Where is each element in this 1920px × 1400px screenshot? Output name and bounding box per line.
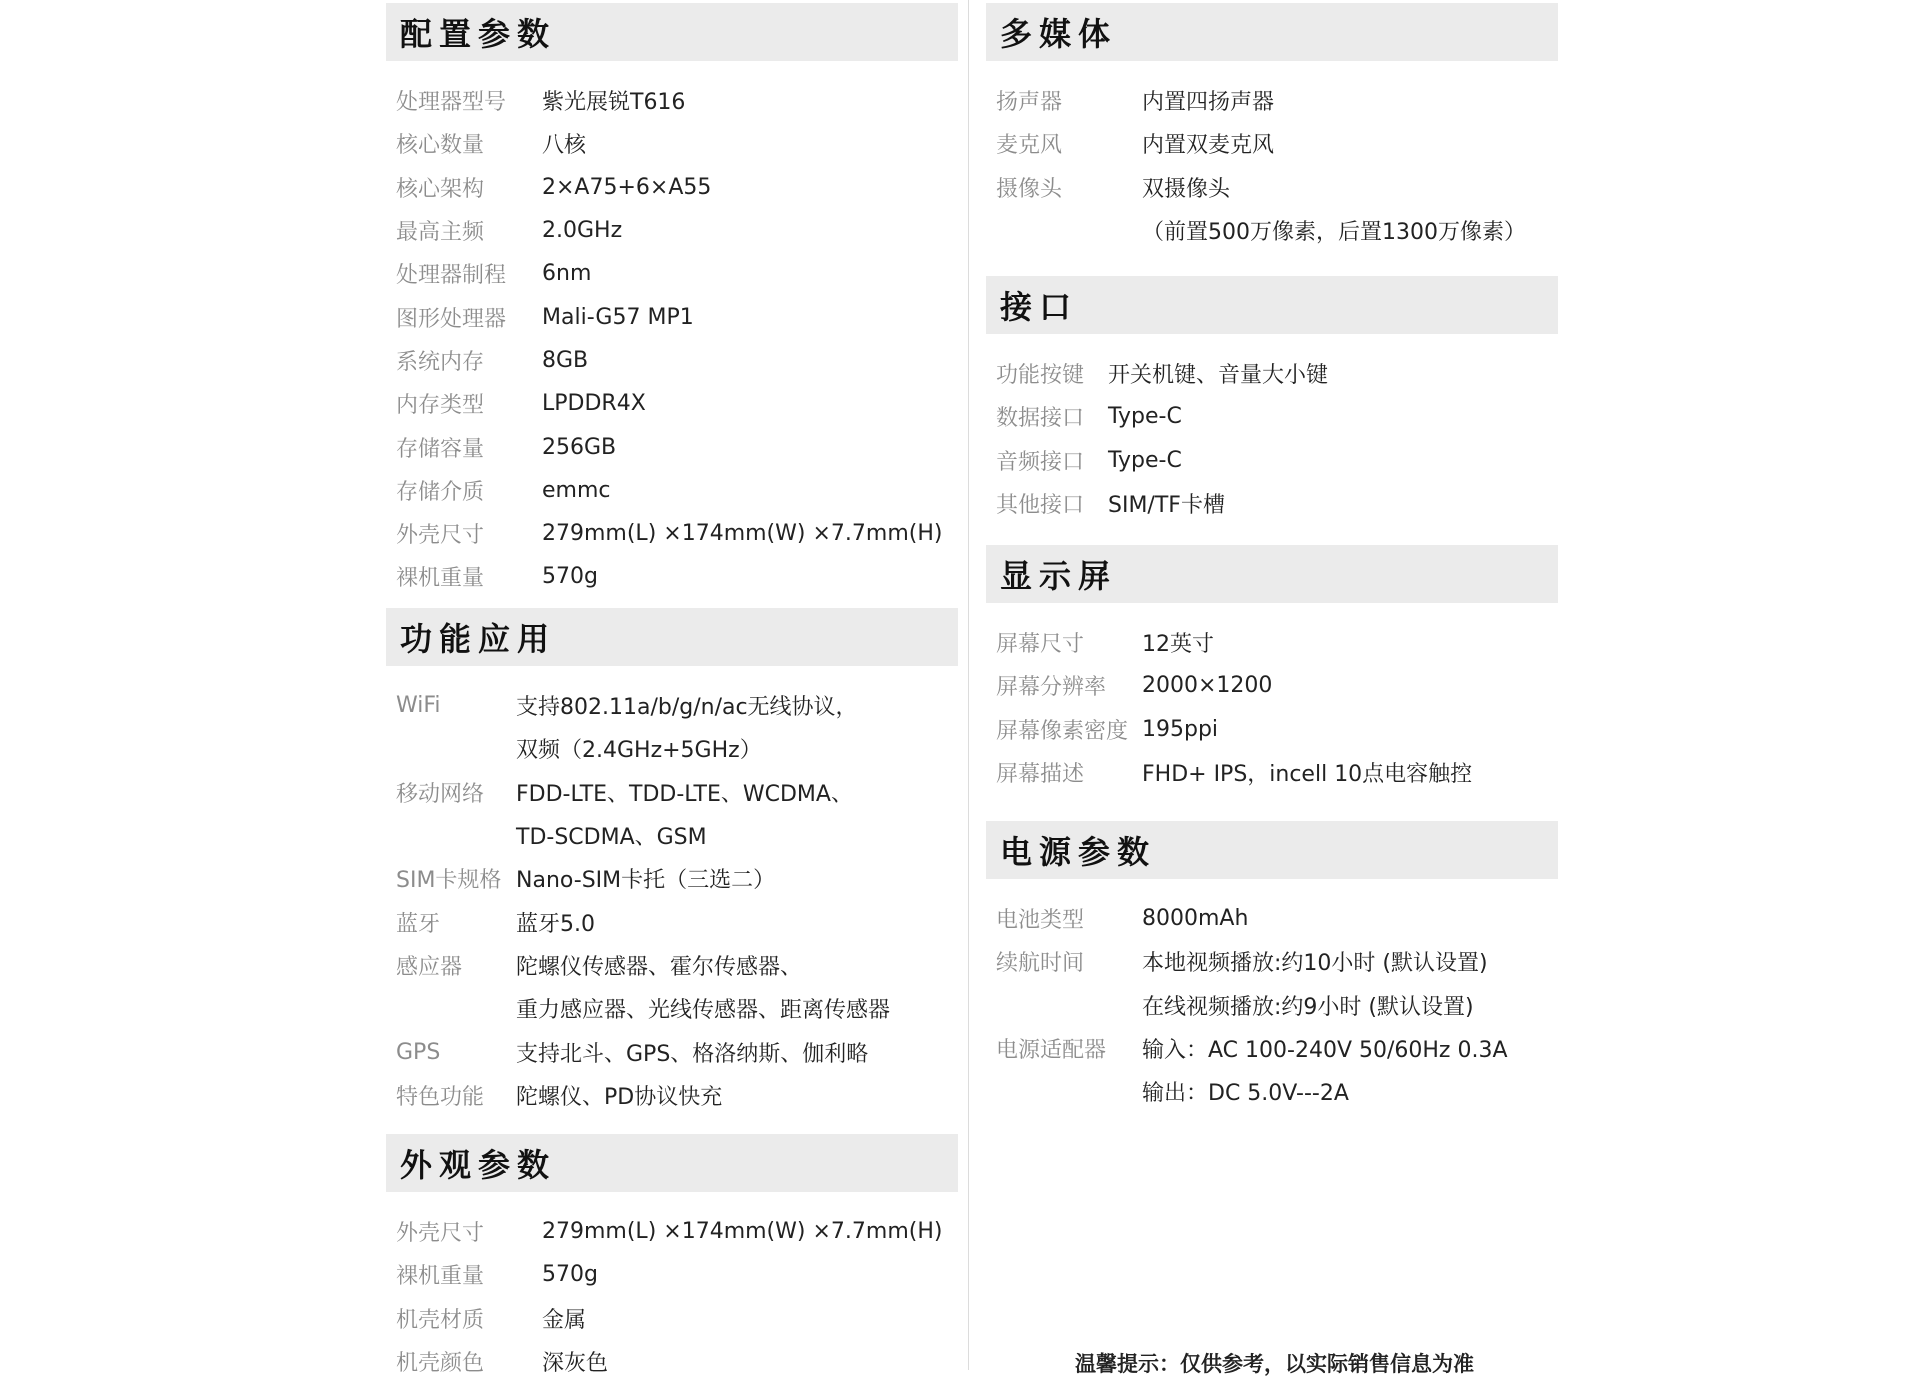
spec-rows [986,79,1558,252]
spec-row [986,751,1558,794]
section-header [986,545,1558,603]
spec-label: 特色功能 [396,1084,485,1110]
spec-value: 金属 [542,1307,587,1333]
spec-value: Type-C [1108,404,1182,430]
spec-value: 8GB [542,347,589,373]
section-title: 电源参数 [1000,833,1157,871]
section-header [986,3,1558,61]
spec-row [386,1074,958,1117]
spec-value: 内置双麦克风 [1142,133,1275,159]
spec-row [386,555,958,598]
spec-row [386,166,958,209]
section-config [386,3,958,599]
spec-value: 内置四扬声器 [1142,90,1275,116]
spec-row [986,395,1558,438]
spec-value: 195ppi [1142,716,1219,742]
spec-row [986,122,1558,165]
spec-label: 屏幕像素密度 [996,718,1129,744]
spec-row [986,482,1558,525]
section-title: 多媒体 [1000,15,1118,53]
spec-row [386,944,958,987]
spec-value: 支持北斗、GPS、格洛纳斯、伽利略 [516,1041,869,1067]
spec-label: 裸机重量 [396,566,485,592]
spec-row [986,984,1558,1027]
spec-label: 处理器制程 [396,263,507,289]
spec-row [386,425,958,468]
spec-row [986,708,1558,751]
spec-row [386,209,958,252]
spec-rows [986,352,1558,525]
spec-row [386,684,958,727]
spec-value: 输入：AC 100-240V 50/60Hz 0.3A [1142,1038,1508,1064]
spec-row [386,814,958,857]
spec-value: 支持802.11a/b/g/n/ac无线协议， [516,695,858,721]
section-interfaces [986,276,1558,525]
spec-row [986,1070,1558,1113]
spec-value: 6nm [542,261,592,287]
spec-label: WiFi [396,693,441,719]
spec-row [986,79,1558,122]
spec-row [386,295,958,338]
spec-row [386,122,958,165]
spec-label: 感应器 [396,954,463,980]
spec-label: 外壳尺寸 [396,1221,485,1247]
spec-row [386,727,958,770]
spec-row [386,771,958,814]
spec-row [986,439,1558,482]
section-header [986,276,1558,334]
spec-row [386,900,958,943]
spec-label: 屏幕分辨率 [996,675,1107,701]
spec-label: 图形处理器 [396,306,507,332]
section-header [386,3,958,61]
spec-row [386,1210,958,1253]
spec-row [386,382,958,425]
spec-row [986,166,1558,209]
spec-value: 开关机键、音量大小键 [1108,363,1329,389]
spec-value: 2000×1200 [1142,673,1273,699]
section-title: 配置参数 [400,15,557,53]
spec-label: 麦克风 [996,133,1063,159]
spec-row [386,1030,958,1073]
spec-row [386,469,958,512]
spec-value: emmc [542,477,611,503]
spec-row [986,1027,1558,1070]
spec-label: 蓝牙 [396,911,441,937]
spec-label: 核心架构 [396,176,485,202]
spec-label: 功能按键 [996,363,1085,389]
spec-row [986,897,1558,940]
spec-value: 2×A75+6×A55 [542,174,712,200]
spec-value: 紫光展锐T616 [542,90,686,116]
spec-value: 深灰色 [542,1351,609,1377]
section-title: 接口 [1000,288,1079,326]
spec-row [986,352,1558,395]
spec-value: 八核 [542,133,587,159]
spec-value: 陀螺仪传感器、霍尔传感器、 [516,954,803,980]
section-title: 显示屏 [1000,557,1118,595]
spec-row [386,79,958,122]
spec-row [386,1340,958,1383]
spec-value: 256GB [542,434,617,460]
spec-label: 最高主频 [396,220,485,246]
spec-rows [386,79,958,599]
spec-label: 摄像头 [996,176,1063,202]
spec-label: 续航时间 [996,951,1085,977]
spec-row [386,1253,958,1296]
column-divider [968,0,969,1370]
spec-value: 输出：DC 5.0V---2A [1142,1081,1349,1107]
spec-value: 双频（2.4GHz+5GHz） [516,738,762,764]
spec-label: 存储容量 [396,436,485,462]
spec-value: 2.0GHz [542,218,623,244]
spec-value: 陀螺仪、PD协议快充 [516,1084,723,1110]
section-features [386,608,958,1117]
footer-note: 温馨提示：仅供参考，以实际销售信息为准 [1075,1352,1474,1376]
spec-row [386,339,958,382]
spec-label: 机壳颜色 [396,1351,485,1377]
spec-value: 279mm(L) ×174mm(W) ×7.7mm(H) [542,521,943,547]
spec-value: 570g [542,564,598,590]
spec-label: 屏幕尺寸 [996,632,1085,658]
section-title: 功能应用 [400,620,557,658]
spec-value: SIM/TF卡槽 [1108,493,1225,519]
spec-row [386,1297,958,1340]
spec-label: 存储介质 [396,479,485,505]
spec-label: 扬声器 [996,90,1063,116]
spec-value: 在线视频播放:约9小时 (默认设置) [1142,994,1474,1020]
spec-row [386,512,958,555]
spec-rows [986,897,1558,1113]
spec-label: 处理器型号 [396,90,507,116]
section-header [986,821,1558,879]
spec-value: 重力感应器、光线传感器、距离传感器 [516,998,891,1024]
spec-label: 音频接口 [996,449,1085,475]
section-power [986,821,1558,1113]
spec-label: 系统内存 [396,349,485,375]
spec-value: Mali-G57 MP1 [542,304,694,330]
spec-label: 屏幕描述 [996,762,1085,788]
spec-label: 内存类型 [396,393,485,419]
spec-value: 570g [542,1262,598,1288]
spec-value: 本地视频播放:约10小时 (默认设置) [1142,951,1488,977]
spec-value: FDD-LTE、TDD-LTE、WCDMA、 [516,781,853,807]
section-appearance [386,1134,958,1383]
spec-row [386,987,958,1030]
spec-label: 机壳材质 [396,1307,485,1333]
section-header [386,608,958,666]
spec-row [386,857,958,900]
section-title: 外观参数 [400,1146,557,1184]
spec-value: Type-C [1108,447,1182,473]
spec-value: LPDDR4X [542,391,646,417]
spec-label: 其他接口 [996,493,1085,519]
spec-label: SIM卡规格 [396,868,502,894]
spec-label: 电源适配器 [996,1038,1107,1064]
spec-value: 蓝牙5.0 [516,911,595,937]
spec-rows [986,621,1558,794]
spec-row [986,209,1558,252]
spec-value: Nano-SIM卡托（三选二） [516,868,776,894]
spec-value: 双摄像头 [1142,176,1231,202]
spec-value: TD-SCDMA、GSM [516,825,707,851]
spec-value: FHD+ IPS，incell 10点电容触控 [1142,762,1473,788]
spec-label: 数据接口 [996,406,1085,432]
spec-label: 移动网络 [396,781,485,807]
spec-value: 279mm(L) ×174mm(W) ×7.7mm(H) [542,1219,943,1245]
spec-rows [386,1210,958,1383]
spec-label: 外壳尺寸 [396,523,485,549]
spec-label: 裸机重量 [396,1264,485,1290]
section-display [986,545,1558,794]
spec-rows [386,684,958,1117]
spec-row [986,940,1558,983]
section-header [386,1134,958,1192]
spec-label: 核心数量 [396,133,485,159]
spec-row [986,621,1558,664]
spec-value: 8000mAh [1142,906,1249,932]
section-multimedia [986,3,1558,252]
spec-row [386,252,958,295]
spec-value: （前置500万像素，后置1300万像素） [1142,220,1526,246]
spec-label: 电池类型 [996,908,1085,934]
spec-label: GPS [396,1039,441,1065]
spec-row [986,664,1558,707]
spec-value: 12英寸 [1142,632,1214,658]
